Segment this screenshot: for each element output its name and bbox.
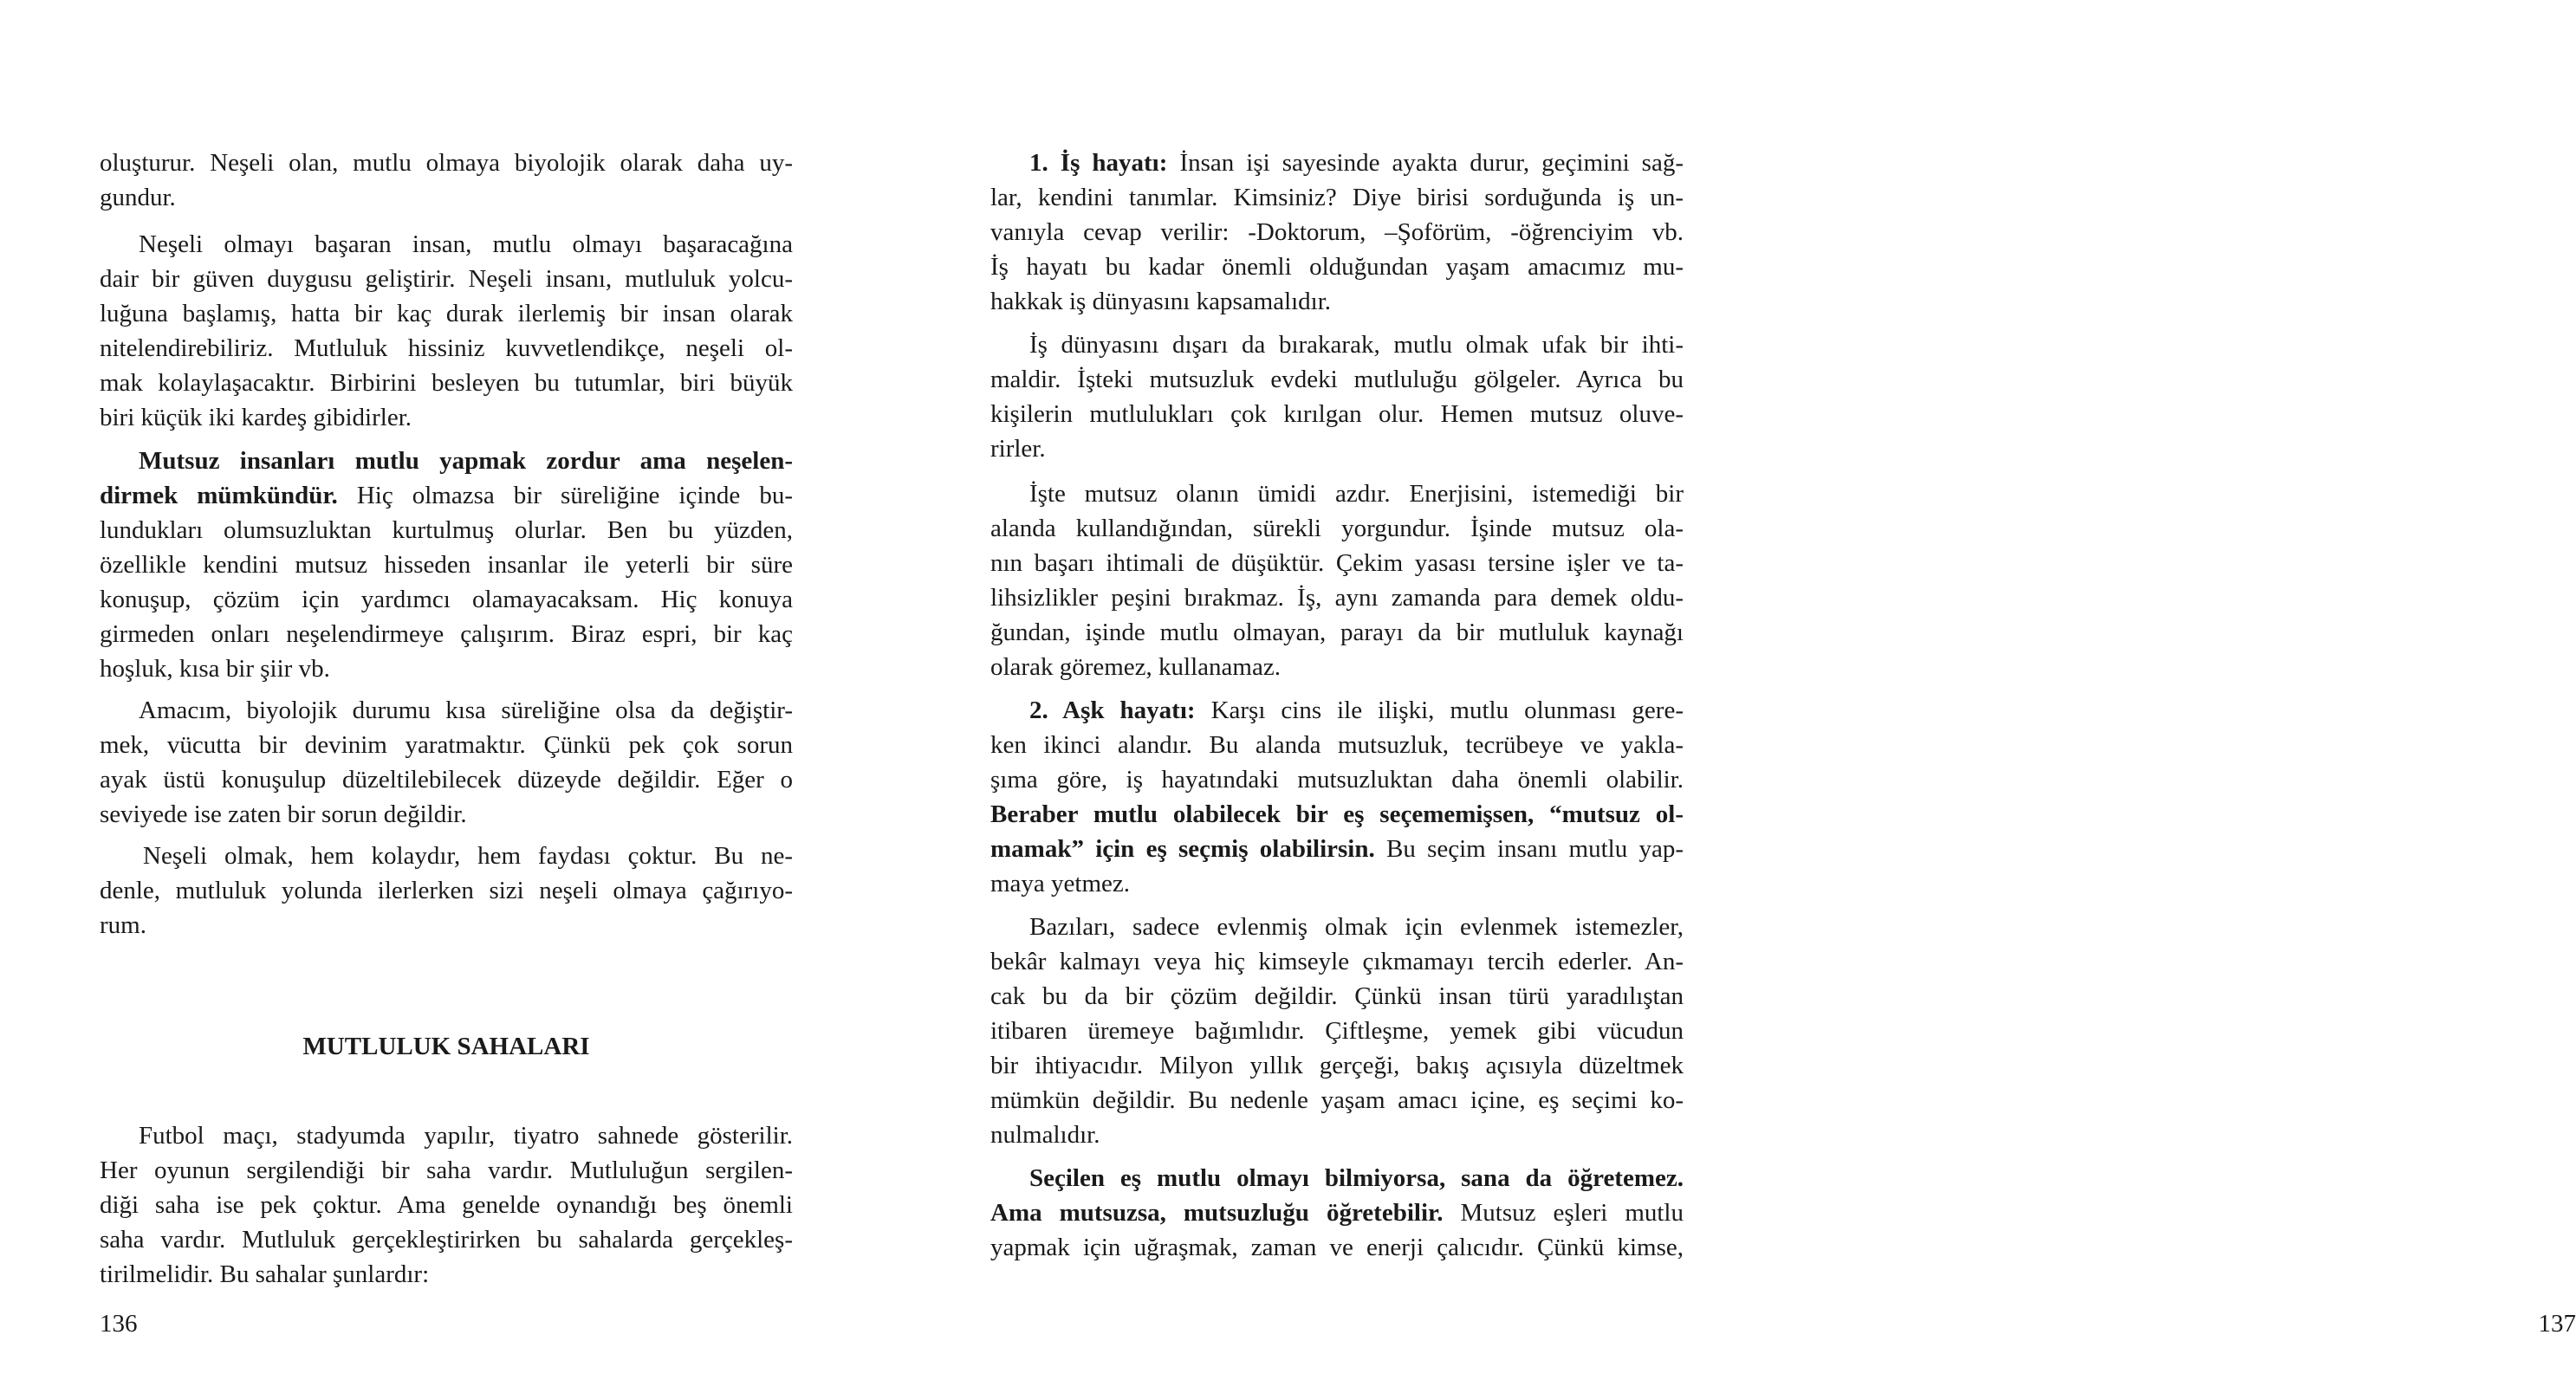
text-line: itibaren üremeye bağımlıdır. Çiftleşme, yemek gibi vücudun — [990, 1017, 1684, 1045]
right-page — [887, 0, 2576, 1380]
text-line: Amacım, biyolojik durumu kısa süreliğine olsa da değiştir- — [139, 696, 793, 724]
text-line: bekâr kalmayı veya hiç kimseyle çıkmamayı tercih ederler. An- — [990, 948, 1684, 975]
text-line: denle, mutluluk yolunda ilerlerken sizi neşeli olmaya çağırıyo- — [100, 877, 793, 904]
text-line: ayak üstü konuşulup düzeltilebilecek düzeyde değildir. Eğer o — [100, 766, 793, 794]
text-line: şıma göre, iş hayatındaki mutsuzluktan daha önemli olabilir. — [990, 766, 1684, 794]
text-line: kişilerin mutlulukları çok kırılgan olur. Hemen mutsuz oluve- — [990, 400, 1684, 428]
text-line: 2. Aşk hayatı: Karşı cins ile ilişki, mutlu olunması gere- — [1029, 696, 1684, 724]
text-line: ken ikinci alandır. Bu alanda mutsuzluk, tecrübeye ve yakla- — [990, 731, 1684, 759]
text-line: Seçilen eş mutlu olmayı bilmiyorsa, sana da öğretemez. — [1029, 1164, 1684, 1192]
text-line: rum. — [100, 911, 146, 939]
text-line: İşte mutsuz olanın ümidi azdır. Enerjisini, istemediği bir — [1029, 480, 1684, 508]
text-line: Ama mutsuzsa, mutsuzluğu öğretebilir. Mutsuz eşleri mutlu — [990, 1199, 1684, 1227]
text-line: tirilmelidir. Bu sahalar şunlardır: — [100, 1260, 430, 1288]
text-line: gundur. — [100, 184, 176, 211]
text-line: mek, vücutta bir devinim yaratmaktır. Çünkü pek çok sorun — [100, 731, 793, 759]
text-line: Mutsuz insanları mutlu yapmak zordur ama neşelen- — [139, 447, 793, 475]
page-number: 136 — [100, 1310, 138, 1338]
page-number: 137 — [2538, 1310, 2576, 1338]
text-line: Bazıları, sadece evlenmiş olmak için evlenmek istemezler, — [1029, 913, 1684, 941]
text-line: girmeden onları neşelendirmeye çalışırım. Biraz espri, bir kaç — [100, 620, 793, 648]
text-line: ğundan, işinde mutlu olmayan, parayı da bir mutluluk kaynağı — [990, 619, 1684, 646]
text-line: luğuna başlamış, hatta bir kaç durak ilerlemiş bir insan olarak — [100, 300, 793, 327]
text-line: lundukları olumsuzluktan kurtulmuş olurlar. Ben bu yüzden, — [100, 516, 793, 544]
text-line: rirler. — [990, 435, 1046, 463]
text-line: Neşeli olmak, hem kolaydır, hem faydası çoktur. Bu ne- — [143, 842, 793, 870]
text-line: mak kolaylaşacaktır. Birbirini besleyen bu tutumlar, biri büyük — [100, 369, 793, 397]
text-line: nitelendirebiliriz. Mutluluk hissiniz kuvvetlendikçe, neşeli ol- — [100, 334, 793, 362]
text-line: lihsizlikler peşini bırakmaz. İş, aynı zamanda para demek oldu- — [990, 584, 1684, 612]
text-line: lar, kendini tanımlar. Kimsiniz? Diye birisi sorduğunda iş un- — [990, 184, 1684, 211]
text-line: yapmak için uğraşmak, zaman ve enerji çalıcıdır. Çünkü kimse, — [990, 1234, 1684, 1261]
text-line: seviyede ise zaten bir sorun değildir. — [100, 800, 467, 828]
text-line: biri küçük iki kardeş gibidirler. — [100, 404, 412, 431]
left-page — [0, 0, 887, 1380]
text-line: nın başarı ihtimali de düşüktür. Çekim yasası tersine işler ve ta- — [990, 549, 1684, 577]
text-line: oluşturur. Neşeli olan, mutlu olmaya biyolojik olarak daha uy- — [100, 149, 793, 177]
text-line: mamak” için eş seçmiş olabilirsin. Bu seçim insanı mutlu yap- — [990, 835, 1684, 863]
text-line: alanda kullandığından, sürekli yorgundur. İşinde mutsuz ola- — [990, 515, 1684, 542]
text-line: hakkak iş dünyasını kapsamalıdır. — [990, 288, 1332, 315]
text-line: nulmalıdır. — [990, 1121, 1100, 1149]
text-line: hoşluk, kısa bir şiir vb. — [100, 655, 330, 683]
text-line: Her oyunun sergilendiği bir saha vardır. Mutluluğun sergilen- — [100, 1156, 793, 1184]
text-line: İş hayatı bu kadar önemli olduğundan yaşam amacımız mu- — [990, 253, 1684, 281]
section-heading: MUTLULUK SAHALARI — [302, 1033, 590, 1060]
text-line: maldir. İşteki mutsuzluk evdeki mutluluğu gölgeler. Ayrıca bu — [990, 366, 1684, 393]
text-line: konuşup, çözüm için yardımcı olamayacaksam. Hiç konuya — [100, 586, 793, 613]
text-line: saha vardır. Mutluluk gerçekleştirirken bu sahalarda gerçekleş- — [100, 1226, 793, 1254]
text-line: bir ihtiyacıdır. Milyon yıllık gerçeği, bakış açısıyla düzeltmek — [990, 1052, 1684, 1079]
text-line: Beraber mutlu olabilecek bir eş seçememişsen, “mutsuz ol- — [990, 800, 1684, 828]
text-line: mümkün değildir. Bu nedenle yaşam amacı içine, eş seçimi ko- — [990, 1086, 1684, 1114]
text-line: Neşeli olmayı başaran insan, mutlu olmayı başaracağına — [139, 230, 793, 258]
text-line: maya yetmez. — [990, 870, 1131, 897]
text-line: dirmek mümkündür. Hiç olmazsa bir süreliğine içinde bu- — [100, 482, 793, 509]
text-line: Futbol maçı, stadyumda yapılır, tiyatro sahnede gösterilir. — [139, 1122, 793, 1150]
text-line: cak bu da bir çözüm değildir. Çünkü insan türü yaradılıştan — [990, 982, 1684, 1010]
text-line: diği saha ise pek çoktur. Ama genelde oynandığı beş önemli — [100, 1191, 793, 1219]
text-line: İş dünyasını dışarı da bırakarak, mutlu olmak ufak bir ihti- — [1029, 331, 1684, 359]
text-line: özellikle kendini mutsuz hisseden insanlar ile yeterli bir süre — [100, 551, 793, 579]
text-line: vanıyla cevap verilir: -Doktorum, –Şoförüm, -öğrenciyim vb. — [990, 218, 1684, 246]
text-line: olarak göremez, kullanamaz. — [990, 653, 1281, 681]
text-line: dair bir güven duygusu geliştirir. Neşeli insanı, mutluluk yolcu- — [100, 265, 793, 293]
text-line: 1. İş hayatı: İnsan işi sayesinde ayakta durur, geçimini sağ- — [1029, 149, 1684, 177]
